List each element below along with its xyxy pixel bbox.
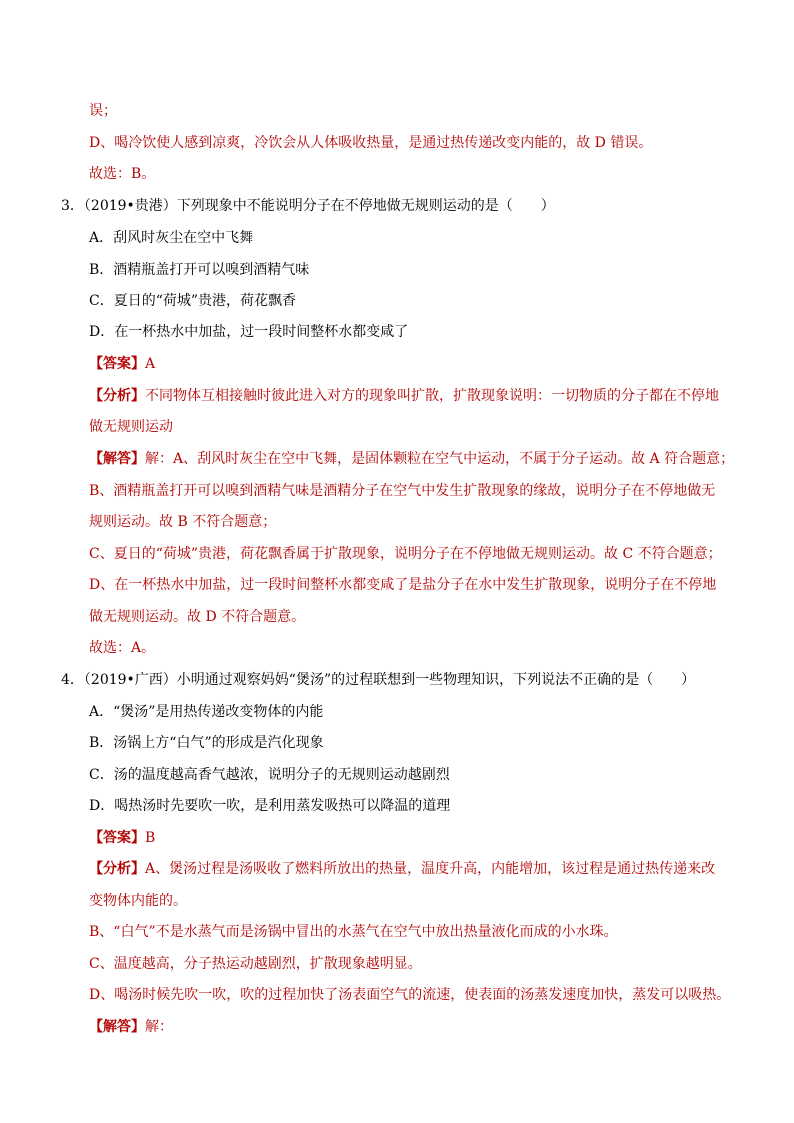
text-line: D、在一杯热水中加盐，过一段时间整杯水都变咸了是盐分子在水中发生扩散现象，说明分子在不停地	[89, 577, 717, 593]
text-line: 做无规则运动。故 D 不符合题意。	[89, 609, 306, 625]
question-3-option-c: C．夏日的“荷城”贵港，荷花飘香	[89, 293, 297, 309]
answer-tag: 【答案】	[89, 356, 145, 372]
question-3-option-b: B．酒精瓶盖打开可以嗅到酒精气味	[89, 262, 310, 278]
text-line: D、喝冷饮使人感到凉爽，冷饮会从人体吸收热量，是通过热传递改变内能的，故 D 错误。	[89, 135, 653, 151]
text-line: D、喝汤时候先吹一吹，吹的过程加快了汤表面空气的流速，使表面的汤蒸发速度加快，蒸发可以吸热。	[89, 987, 731, 1003]
text-line: 做无规则运动	[89, 419, 173, 435]
question-3-stem: 3．（2019•贵港）下列现象中不能说明分子在不停地做无规则运动的是（ ）	[61, 198, 555, 214]
text-line: 故选：A。	[89, 640, 156, 656]
text-line: 变物体内能的。	[89, 893, 187, 909]
text-line: C、夏日的“荷城”贵港，荷花飘香属于扩散现象，说明分子在不停地做无规则运动。故 C 不符合题意；	[89, 546, 722, 562]
text-line: C、温度越高，分子热运动越剧烈，扩散现象越明显。	[89, 956, 422, 972]
question-4-stem: 4．（2019•广西）小明通过观察妈妈“煲汤”的过程联想到一些物理知识，下列说法不正确的是（ ）	[61, 672, 696, 688]
question-4-option-a: A．“煲汤”是用热传递改变物体的内能	[89, 704, 324, 720]
question-3-option-a: A．刮风时灰尘在空中飞舞	[89, 230, 254, 246]
solution-tag: 【解答】	[89, 451, 145, 467]
question-4-option-b: B．汤锅上方“白气”的形成是汽化现象	[89, 735, 324, 751]
question-3-option-d: D．在一杯热水中加盐，过一段时间整杯水都变咸了	[89, 324, 409, 340]
answer-line: 【答案】A	[89, 356, 156, 372]
text-line: 故选：B。	[89, 166, 156, 182]
text-line: 规则运动。故 B 不符合题意；	[89, 514, 277, 530]
answer-line: 【答案】B	[89, 830, 156, 846]
analysis-tag: 【分析】	[89, 861, 145, 877]
question-4-option-c: C．汤的温度越高香气越浓，说明分子的无规则运动越剧烈	[89, 767, 450, 783]
text-line: B、“白气”不是水蒸气而是汤锅中冒出的水蒸气在空气中放出热量液化而成的小水珠。	[89, 924, 618, 940]
analysis-line: 【分析】不同物体互相接触时彼此进入对方的现象叫扩散，扩散现象说明：一切物质的分子都在不停地	[89, 388, 719, 404]
analysis-line: 【分析】A、煲汤过程是汤吸收了燃料所放出的热量，温度升高，内能增加，该过程是通过热传递来改	[89, 861, 716, 877]
analysis-tag: 【分析】	[89, 388, 145, 404]
text-line: B、酒精瓶盖打开可以嗅到酒精气味是酒精分子在空气中发生扩散现象的缘故，说明分子在不停地做无	[89, 483, 716, 499]
solution-line: 【解答】解：A、刮风时灰尘在空中飞舞，是固体颗粒在空气中运动，不属于分子运动。故 A 符合题意；	[89, 451, 735, 467]
answer-tag: 【答案】	[89, 830, 145, 846]
solution-tag: 【解答】	[89, 1019, 145, 1035]
text-line: 误；	[89, 103, 117, 119]
solution-line: 【解答】解：	[89, 1019, 173, 1035]
question-4-option-d: D．喝热汤时先要吹一吹，是利用蒸发吸热可以降温的道理	[89, 798, 451, 814]
